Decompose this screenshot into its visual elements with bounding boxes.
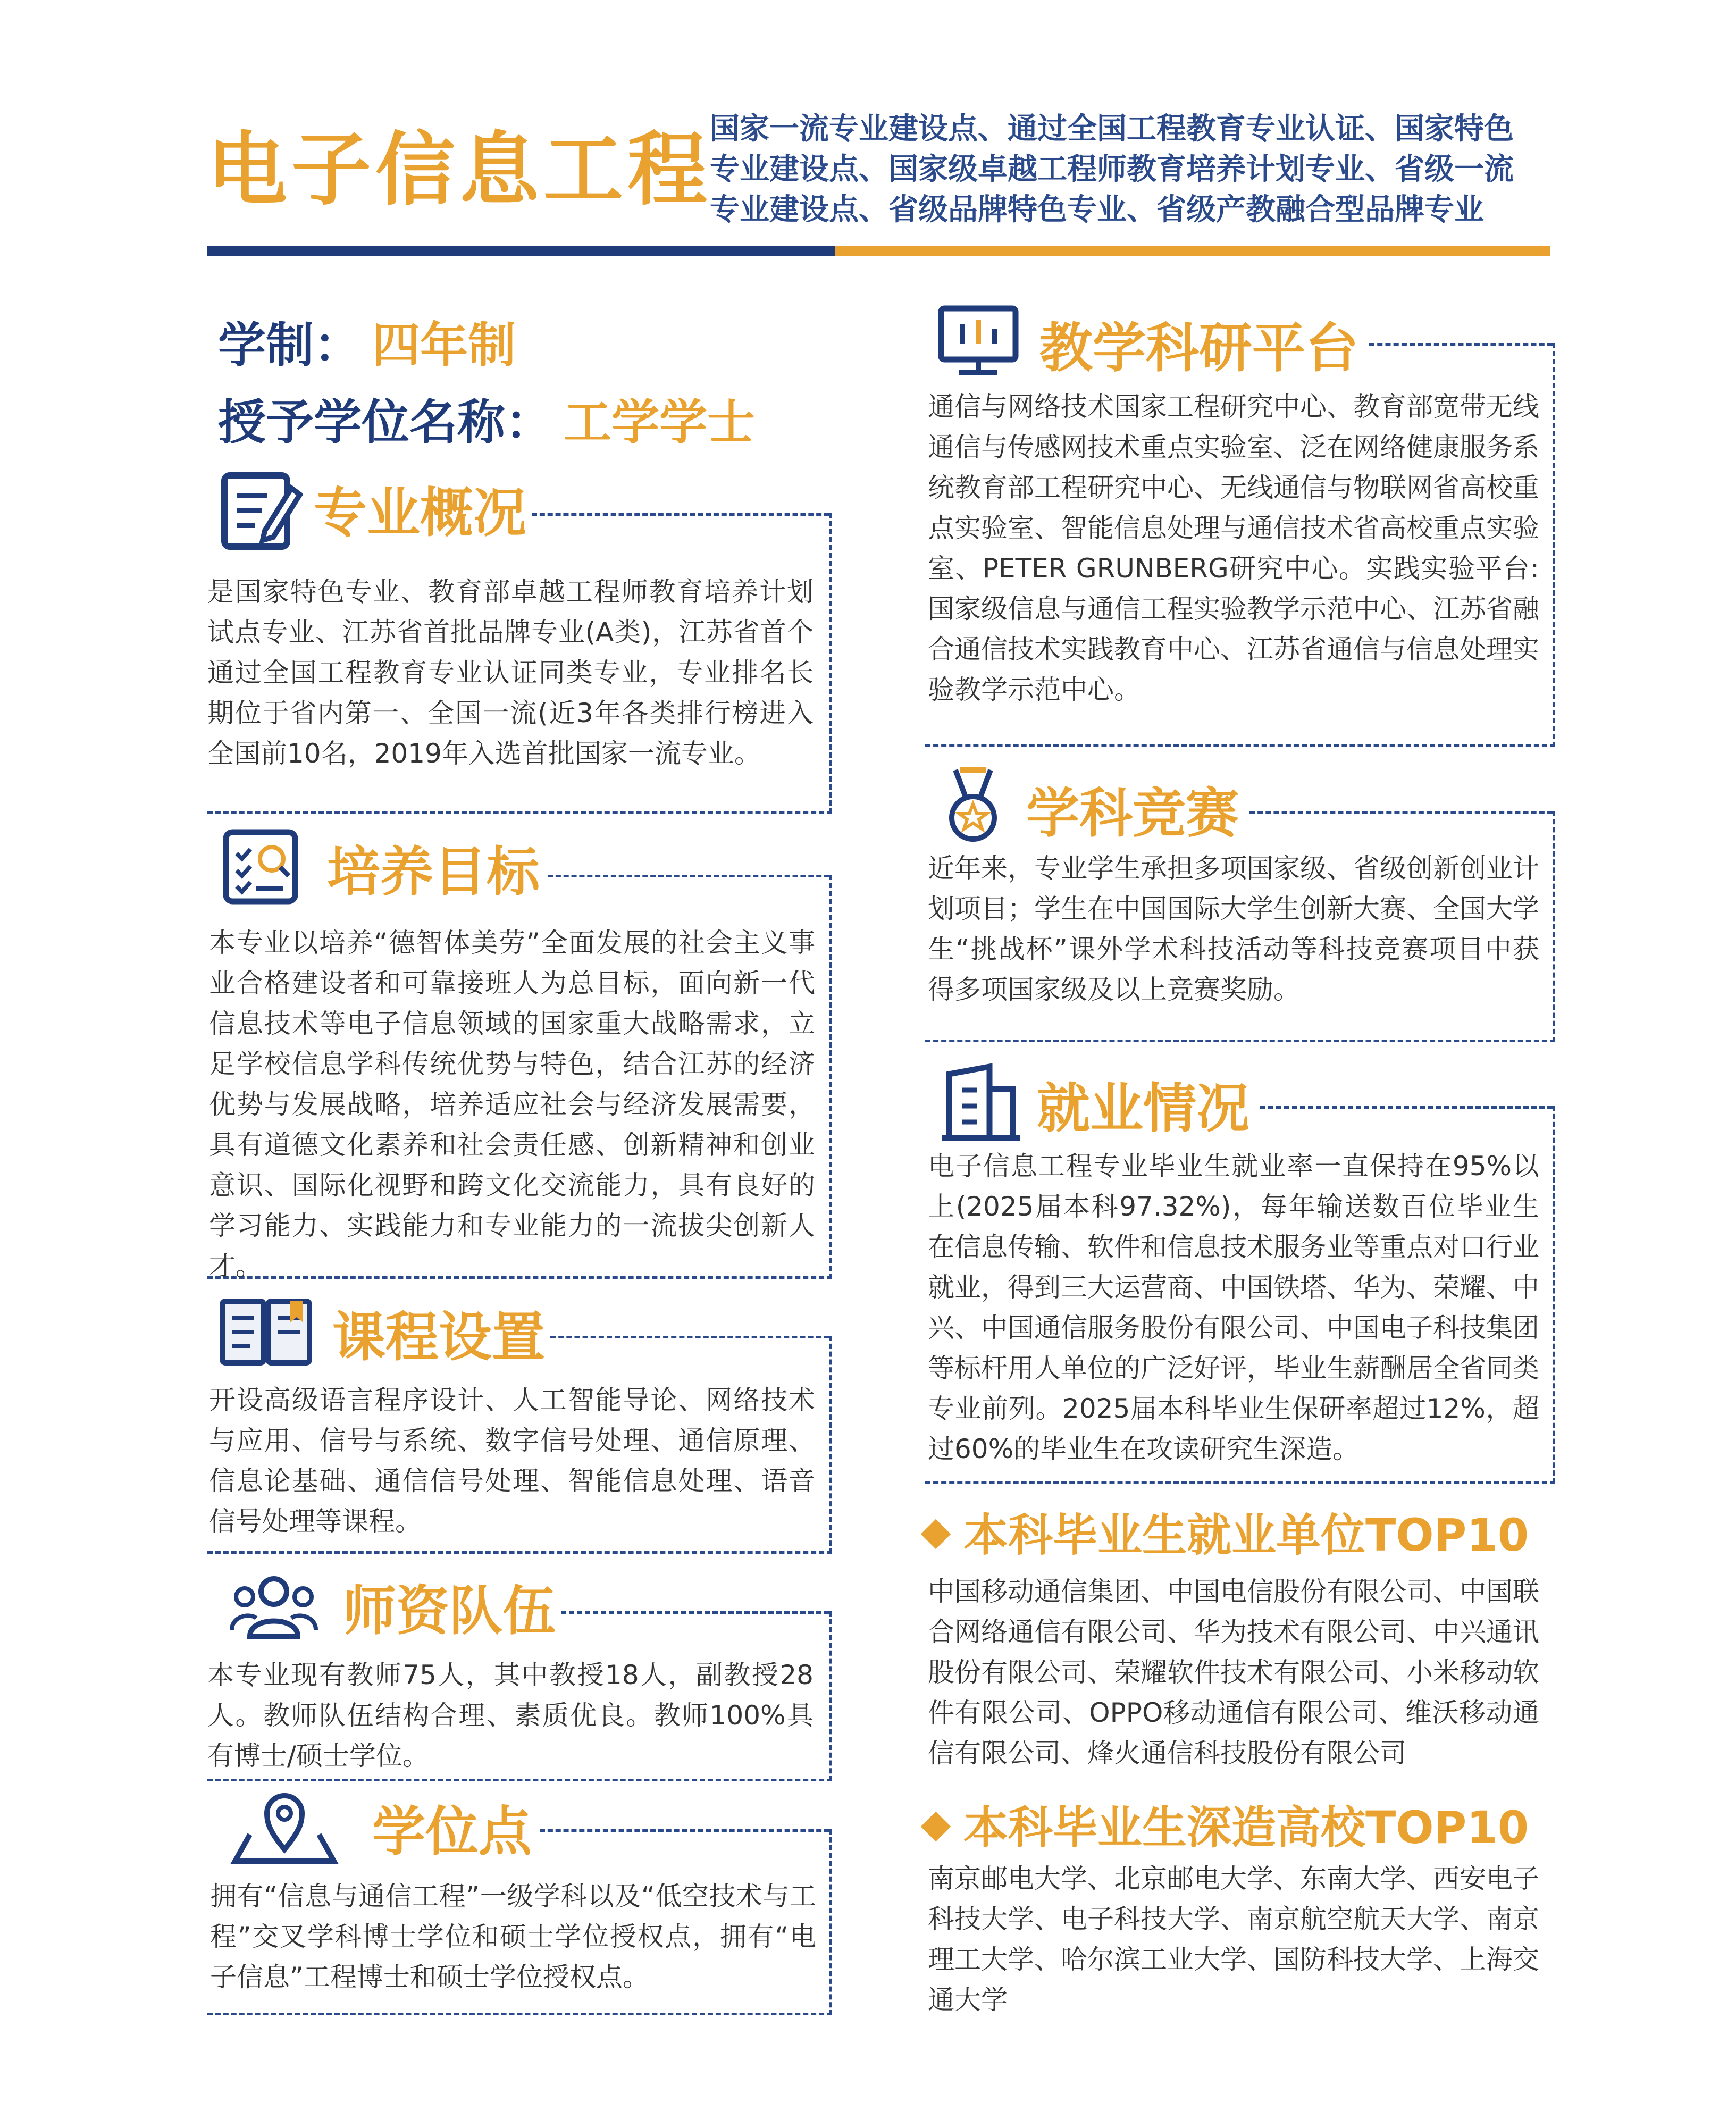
duration-value: 四年制 [372, 317, 516, 373]
goals-text: 本专业以培养“德智体美劳”全面发展的社会主义事业合格建设者和可靠接班人为总目标，面向新一代信息技术等电子信息领域的国家重大战略需求，立足学校信息学科传统优势与特色，结合江苏的经济优势与发展战略，培养适应社会与经济发展需要，具有道德文化素养和社会责任感、创新精神和创业意识、国际化视野和跨文化交流能力，具有良好的学习能力、实践能力和专业能力的一流拔尖创新人才。 [209, 927, 815, 1282]
diamond-bullet-icon [921, 1812, 951, 1842]
page-title: 电子信息工程 [207, 124, 712, 216]
degree-value: 工学学士 [564, 395, 755, 450]
employment-title: 就业情况 [1037, 1077, 1249, 1140]
duration-label: 学制： [218, 317, 362, 373]
degree-points-text: 拥有“信息与通信工程”一级学科以及“低空技术与工程”交叉学科博士学位和硕士学位授权点，拥有“电子信息”工程博士和硕士学位授权点。 [210, 1881, 816, 1992]
header-divider-blue [207, 246, 835, 256]
courses-text: 开设高级语言程序设计、人工智能导论、网络技术与应用、信号与系统、数字信号处理、通信原理、信息论基础、通信信号处理、智能信息处理、语音信号处理等课程。 [209, 1385, 815, 1537]
faculty-title: 师资队伍 [343, 1580, 556, 1642]
degree-label: 授予学位名称： [218, 395, 553, 450]
duration-row [218, 317, 516, 373]
degree-points-title: 学位点 [372, 1801, 532, 1863]
top-universities-title: 本科毕业生深造高校TOP10 [963, 1802, 1529, 1854]
diamond-bullet-icon [921, 1519, 951, 1550]
faculty-text: 本专业现有教师75人，其中教授18人，副教授28人。教师队伍结构合理、素质优良。教师100%具有博士/硕士学位。 [207, 1660, 814, 1771]
competition-text: 近年来，专业学生承担多项国家级、省级创新创业计划项目；学生在中国国际大学生创新大赛、全国大学生“挑战杯”课外学术科技活动等科技竞赛项目中获得多项国家级及以上竞赛奖励。 [928, 853, 1539, 1005]
goals-title: 培养目标 [327, 841, 540, 903]
platform-text: 通信与网络技术国家工程研究中心、教育部宽带无线通信与传感网技术重点实验室、泛在网络健康服务系统教育部工程研究中心、无线通信与物联网省高校重点实验室、智能信息处理与通信技术省高校重点实验室、PETER GRUNBERG研究中心。实践实验平台:国家级信息与通信工程实验教学示范中心、江苏省融合通信技术实践教育中心、江苏省通信与信息处理实验教学示范中心。 [928, 391, 1539, 705]
header-divider-gold [835, 246, 1550, 256]
top-universities-heading [925, 1802, 1529, 1854]
degree-row [218, 395, 755, 450]
overview-title: 专业概况 [314, 482, 526, 544]
top-employers-title: 本科毕业生就业单位TOP10 [963, 1509, 1529, 1561]
platform-title: 教学科研平台 [1039, 317, 1358, 379]
overview-text: 是国家特色专业、教育部卓越工程师教育培养计划试点专业、江苏省首批品牌专业(A类)，江苏省首个通过全国工程教育专业认证同类专业，专业排名长期位于省内第一、全国一流(近3年各类排行榜进入全国前10名，2019年入选首批国家一流专业。 [207, 576, 814, 769]
employment-text: 电子信息工程专业毕业生就业率一直保持在95%以上(2025届本科97.32%)，每年输送数百位毕业生在信息传输、软件和信息技术服务业等重点对口行业就业，得到三大运营商、中国铁塔、华为、荣耀、中兴、中国通信服务股份有限公司、中国电子科技集团等标杆用人单位的广泛好评，毕业生薪酬居全省同类专业前列。2025届本科毕业生保研率超过12%，超过60%的毕业生在攻读研究生深造。 [928, 1151, 1539, 1464]
top-universities-text: 南京邮电大学、北京邮电大学、东南大学、西安电子科技大学、电子科技大学、南京航空航天大学、南京理工大学、哈尔滨工业大学、国防科技大学、上海交通大学 [928, 1863, 1539, 2015]
competition-title: 学科竞赛 [1026, 782, 1239, 844]
top-employers-heading [925, 1509, 1529, 1561]
honors-tags: 国家一流专业建设点、通过全国工程教育专业认证、国家特色专业建设点、国家级卓越工程师教育培养计划专业、省级一流专业建设点、省级品牌特色专业、省级产教融合型品牌专业 [710, 112, 1514, 227]
top-employers-text: 中国移动通信集团、中国电信股份有限公司、中国联合网络通信有限公司、华为技术有限公司、中兴通讯股份有限公司、荣耀软件技术有限公司、小米移动软件有限公司、OPPO移动通信有限公司、维沃移动通信有限公司、烽火通信科技股份有限公司 [928, 1576, 1539, 1769]
courses-title: 课程设置 [332, 1306, 545, 1368]
